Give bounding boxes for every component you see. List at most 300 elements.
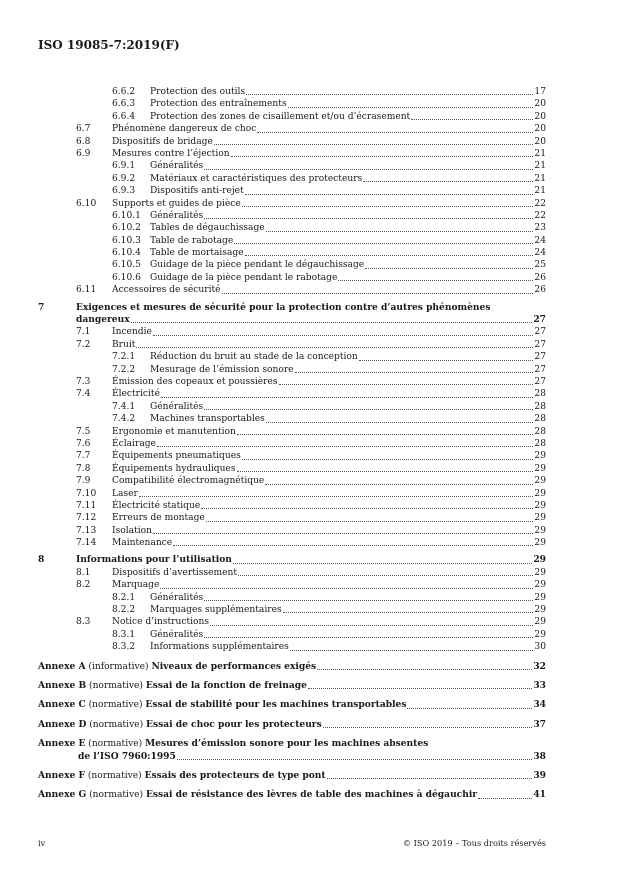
toc-entry-title: Bruit [112, 339, 136, 350]
dot-leader [245, 194, 534, 195]
dot-leader [295, 372, 534, 373]
toc-entry-number: 6.9.2 [112, 173, 136, 184]
toc-entry-title: Matériaux et caractéristiques des protecteurs [150, 173, 363, 184]
toc-entry-page: 27 [534, 339, 546, 350]
toc-entry-number: 6.6.2 [112, 87, 136, 97]
toc-entry-page: 28 [534, 426, 546, 437]
dot-leader [161, 397, 533, 398]
annex-entry[interactable] [38, 738, 546, 763]
toc-entry[interactable] [38, 537, 546, 549]
toc-entry-number: 7.14 [76, 538, 97, 549]
toc-entry-page: 17 [534, 87, 546, 97]
dot-leader [265, 484, 533, 485]
toc-entry-line [112, 488, 546, 500]
toc-entry-number: 6.9.1 [112, 161, 136, 172]
toc-entry-title: Dispositifs de bridage [112, 136, 213, 147]
toc-entry-title: Marquages supplémentaires [150, 605, 282, 616]
annex-gap [38, 673, 546, 680]
toc-entry-line [150, 160, 546, 172]
dot-leader [242, 206, 534, 207]
toc-entry[interactable] [38, 592, 546, 604]
annex-entry-line [38, 738, 546, 750]
toc-entry-line [76, 554, 546, 566]
toc-entry-number: 7.2.1 [112, 352, 136, 363]
toc-entry-number: 7.4.1 [112, 401, 136, 412]
toc-entry-title: Laser [112, 488, 138, 499]
toc-entry-page: 21 [534, 186, 546, 197]
toc-entry-page: 24 [534, 248, 546, 259]
toc-entry-line [112, 512, 546, 524]
toc-entry-page: 21 [534, 148, 546, 159]
annex-label: Annexe E [38, 738, 86, 750]
dot-leader [214, 144, 534, 145]
toc-entry-line [112, 339, 546, 351]
toc-entry-number: 6.10.4 [112, 248, 141, 259]
annex-label: Annexe G [38, 789, 87, 801]
toc-entry[interactable] [38, 413, 546, 425]
toc-entry[interactable] [38, 426, 546, 438]
toc-entry-title: Table de mortaisage [150, 248, 244, 259]
toc-entry-page: 20 [534, 111, 546, 122]
annex-entry[interactable] [38, 661, 546, 673]
toc-entry-title: Guidage de la pièce pendant le dégauchissage [150, 260, 365, 271]
toc-entry-line [112, 148, 546, 160]
toc-entry-number: 7.6 [76, 438, 91, 449]
toc-entry-title: Généralités [150, 161, 204, 172]
annex-label: Annexe F [38, 770, 85, 782]
annex-title: Essais des protecteurs de type pont [144, 770, 326, 782]
toc-entry-page: 29 [534, 629, 546, 640]
toc-entry-title: Équipements hydrauliques [112, 463, 236, 474]
annex-label: Annexe A [38, 660, 86, 672]
toc-entry-number: 7.1 [76, 327, 91, 338]
toc-entry-page: 26 [534, 285, 546, 296]
toc-entry[interactable] [38, 339, 546, 351]
toc-entry-line [112, 525, 546, 537]
toc-entry-title: Table de rabotage [150, 235, 234, 246]
toc-entry-title: Notice d’instructions [112, 617, 210, 628]
toc-entry[interactable] [38, 500, 546, 512]
toc-entry-title: Généralités [150, 592, 204, 603]
toc-entry-line [150, 401, 546, 413]
dot-leader [157, 446, 533, 447]
annex-entry-line [38, 751, 546, 763]
toc-entry-line [112, 388, 546, 400]
dot-leader [317, 669, 532, 670]
dot-leader [201, 508, 533, 509]
toc-entry[interactable] [38, 554, 546, 566]
annex-label: Annexe D [38, 718, 87, 730]
toc-entry[interactable] [38, 86, 546, 98]
toc-entry-page: 21 [534, 173, 546, 184]
toc-entry[interactable] [38, 148, 546, 160]
dot-leader [359, 360, 534, 361]
toc-entry-number: 8.3.1 [112, 629, 136, 640]
dot-leader [242, 459, 534, 460]
annex-entry-line [38, 680, 546, 692]
toc-entry-line [112, 616, 546, 628]
toc-entry-title: Informations pour l’utilisation [76, 554, 232, 566]
toc-entry-page: 20 [534, 136, 546, 147]
toc-entry-number: 7.8 [76, 463, 91, 474]
toc-entry-number: 7.4 [76, 389, 91, 400]
toc-entry-title: Machines transportables [150, 414, 265, 425]
dot-leader [478, 798, 532, 799]
toc-entry-title: Tables de dégauchissage [150, 223, 265, 234]
annex-title: Essai de la fonction de freinage [145, 679, 307, 691]
toc-entry[interactable] [38, 123, 546, 135]
toc-entry-number: 6.10.3 [112, 235, 141, 246]
toc-entry-page: 27 [534, 352, 546, 363]
annex-kind: (normative) [89, 680, 143, 691]
toc-entry-number: 6.10.6 [112, 272, 141, 283]
dot-leader [246, 94, 533, 95]
toc-entry-line [150, 272, 546, 284]
toc-entry-number: 7.12 [76, 513, 97, 524]
toc-entry[interactable] [38, 247, 546, 259]
toc-entry-page: 24 [534, 235, 546, 246]
dot-leader [365, 268, 533, 269]
annex-entry-line [38, 770, 546, 782]
toc-entry[interactable] [38, 438, 546, 450]
toc-entry[interactable] [38, 185, 546, 197]
toc-entry[interactable] [38, 376, 546, 388]
annex-label: Annexe B [38, 679, 87, 691]
toc-entry-title: Généralités [150, 210, 204, 221]
toc-entry-line [150, 351, 546, 363]
annex-title-continued: de l’ISO 7960:1995 [78, 750, 176, 762]
toc-entry-page: 30 [534, 642, 546, 653]
toc-entry-title: Maintenance [112, 538, 173, 549]
toc-entry-page: 27 [533, 314, 546, 326]
toc-entry-number: 8.2.1 [112, 592, 136, 603]
dot-leader [290, 650, 534, 651]
dot-leader [363, 181, 533, 182]
toc-entry-page: 28 [534, 401, 546, 412]
toc-entry-page: 29 [534, 476, 546, 487]
toc-entry-number: 7.10 [76, 488, 97, 499]
toc-entry-line [150, 222, 546, 234]
dot-leader [204, 169, 533, 170]
toc-entry-title: Protection des zones de cisaillement et/ou d’écrasement [150, 111, 411, 122]
toc-entry-title: Protection des outils [150, 87, 246, 97]
toc-entry[interactable] [38, 314, 546, 326]
toc-entry-line [150, 592, 546, 604]
toc-entry-title: Accessoires de sécurité [112, 285, 221, 296]
toc-entry-page: 20 [534, 99, 546, 110]
toc-entry-title: Équipements pneumatiques [112, 451, 241, 462]
toc-entry-number: 7.2.2 [112, 364, 136, 375]
toc-entry[interactable] [38, 604, 546, 616]
toc-entry-line [112, 500, 546, 512]
toc-entry[interactable] [38, 198, 546, 210]
toc-entry[interactable] [38, 235, 546, 247]
toc-entry-number: 7.5 [76, 426, 91, 437]
annex-gap [38, 763, 546, 770]
dot-leader [173, 545, 533, 546]
annex-entry-line [38, 699, 546, 711]
toc-entry-line [150, 210, 546, 222]
toc-entry-line [112, 326, 546, 338]
toc-entry[interactable] [38, 136, 546, 148]
toc-entry-line [150, 86, 546, 98]
annex-gap [38, 731, 546, 738]
toc-entry-number: 6.7 [76, 124, 91, 135]
dot-leader [283, 612, 534, 613]
toc-entry-number: 7.7 [76, 451, 91, 462]
toc-entry-line [112, 475, 546, 487]
annex-page: 32 [533, 660, 546, 672]
toc-entry-title: Ergonomie et manutention [112, 426, 236, 437]
toc-entry-page: 29 [534, 617, 546, 628]
toc-entry-page: 20 [534, 124, 546, 135]
toc-entry-page: 27 [534, 376, 546, 387]
toc-entry-number: 6.8 [76, 136, 91, 147]
dot-leader [153, 335, 534, 336]
toc-entry-title: Électricité [112, 389, 160, 400]
toc-entry-page: 29 [534, 592, 546, 603]
toc-entry-title: Protection des entraînements [150, 99, 287, 110]
toc-entry-number: 7.9 [76, 476, 91, 487]
toc-entry-line [112, 450, 546, 462]
toc-entry-page: 29 [534, 513, 546, 524]
toc-entry[interactable] [38, 641, 546, 653]
dot-leader [338, 280, 533, 281]
dot-leader [308, 688, 532, 689]
toc-entry-title: Erreurs de montage [112, 513, 205, 524]
annex-kind: (normative) [87, 771, 142, 782]
annex-page: 38 [533, 750, 546, 762]
dot-leader [327, 778, 533, 779]
annex-label: Annexe C [38, 699, 86, 711]
toc-entry-page: 29 [533, 554, 546, 566]
toc-entry-title: dangereux [76, 314, 130, 326]
dot-leader [266, 422, 534, 423]
toc-entry[interactable] [38, 272, 546, 284]
toc-entry[interactable] [38, 512, 546, 524]
annex-entry[interactable] [38, 770, 546, 782]
toc-entry-title: Incendie [112, 327, 152, 338]
toc-entry[interactable] [38, 173, 546, 185]
dot-leader [279, 384, 534, 385]
toc-entry[interactable] [38, 475, 546, 487]
annex-title: Essai de stabilité pour les machines transportables [145, 699, 407, 711]
toc-entry-line [150, 629, 546, 641]
toc-entry-title: Marquage [112, 580, 160, 591]
toc-entry-page: 27 [534, 364, 546, 375]
annex-entry[interactable] [38, 789, 546, 801]
annex-page: 39 [533, 770, 546, 782]
toc-entry-line [150, 111, 546, 123]
toc-entry-line [150, 98, 546, 110]
toc-entry[interactable] [38, 98, 546, 110]
toc-entry-number: 7.3 [76, 376, 91, 387]
toc-entry-line [112, 579, 546, 591]
toc-entry[interactable] [38, 463, 546, 475]
toc-entry[interactable] [38, 488, 546, 500]
toc-entry[interactable] [38, 401, 546, 413]
toc-entry-title: Supports et guides de pièce [112, 198, 241, 209]
dot-leader [257, 132, 533, 133]
dot-leader [233, 563, 532, 564]
dot-leader [238, 575, 533, 576]
toc-entry-page: 22 [534, 210, 546, 221]
toc-entry-title: Phénomène dangereux de choc [112, 124, 257, 135]
annex-page: 37 [533, 718, 546, 730]
toc-entry-number: 8.2.2 [112, 605, 136, 616]
toc-entry[interactable] [38, 629, 546, 641]
toc-entry-number: 6.9.3 [112, 186, 136, 197]
toc-entry-title: Mesures contre l’éjection [112, 148, 230, 159]
toc-entry-title: Réduction du bruit au stade de la conception [150, 352, 358, 363]
dot-leader [231, 156, 534, 157]
annex-title: Essai de résistance des lèvres de table des machines à dégauchir [145, 789, 478, 801]
table-of-contents [38, 86, 546, 802]
toc-entry-title: Exigences et mesures de sécurité pour la protection contre d’autres phénomènes [76, 301, 491, 313]
section-gap [38, 654, 546, 661]
toc-entry-line [150, 413, 546, 425]
dot-leader [139, 496, 534, 497]
toc-entry-line [112, 198, 546, 210]
toc-entry-number: 8.2 [76, 580, 91, 591]
dot-leader [210, 625, 533, 626]
annex-entry[interactable] [38, 719, 546, 731]
toc-entry-page: 29 [534, 605, 546, 616]
toc-entry-line [112, 438, 546, 450]
toc-entry-number: 7 [38, 301, 45, 313]
toc-entry-line [112, 376, 546, 388]
toc-entry-title: Dispositifs anti-rejet [150, 186, 244, 197]
toc-entry-page: 29 [534, 567, 546, 578]
document-header: ISO 19085-7:2019(F) [38, 38, 180, 52]
dot-leader [411, 119, 533, 120]
toc-entry-line [150, 604, 546, 616]
toc-entry[interactable] [38, 222, 546, 234]
toc-entry[interactable] [38, 388, 546, 400]
toc-entry-number: 6.6.4 [112, 111, 136, 122]
toc-entry-title: Mesurage de l’émission sonore [150, 364, 294, 375]
toc-entry-number: 6.11 [76, 285, 97, 296]
toc-entry[interactable] [38, 160, 546, 172]
dot-leader [204, 637, 533, 638]
toc-entry-line [76, 302, 490, 314]
annex-entry-line [38, 789, 546, 801]
toc-entry-title: Éclairage [112, 438, 156, 449]
toc-entry-number: 8 [38, 554, 45, 566]
toc-entry-number: 6.10 [76, 198, 97, 209]
dot-leader [222, 293, 534, 294]
toc-entry-page: 29 [534, 463, 546, 474]
page-number: iv [38, 838, 46, 848]
dot-leader [266, 231, 534, 232]
toc-entry-title: Généralités [150, 629, 204, 640]
toc-entry[interactable] [38, 210, 546, 222]
toc-entry-line [76, 314, 546, 326]
dot-leader [407, 708, 532, 709]
annex-entry[interactable] [38, 699, 546, 711]
toc-entry[interactable] [38, 525, 546, 537]
toc-entry[interactable] [38, 326, 546, 338]
toc-entry[interactable] [38, 259, 546, 271]
dot-leader [160, 588, 533, 589]
toc-entry-line [112, 426, 546, 438]
annex-kind: (normative) [88, 739, 143, 750]
toc-entry-page: 27 [534, 327, 546, 338]
toc-entry[interactable] [38, 284, 546, 296]
annex-page: 41 [533, 789, 546, 801]
dot-leader [206, 521, 534, 522]
toc-entry-page: 29 [534, 580, 546, 591]
toc-entry-number: 7.4.2 [112, 414, 136, 425]
toc-entry-title: Émission des copeaux et poussières [112, 376, 278, 387]
toc-entry-line [150, 364, 546, 376]
dot-leader [136, 347, 533, 348]
dot-leader [237, 434, 534, 435]
toc-entry-line [150, 235, 546, 247]
annex-entry[interactable] [38, 680, 546, 692]
toc-entry-line [150, 259, 546, 271]
toc-entry-title: Informations supplémentaires [150, 642, 289, 653]
toc-entry-title: Compatibilité électromagnétique [112, 476, 265, 487]
toc-entry-number: 6.10.2 [112, 223, 141, 234]
dot-leader [204, 409, 533, 410]
toc-entry-number: 6.10.1 [112, 210, 141, 221]
annex-kind: (normative) [89, 790, 144, 801]
annex-kind: (informative) [88, 661, 149, 672]
toc-entry[interactable] [38, 364, 546, 376]
annex-gap [38, 692, 546, 699]
toc-entry-page: 29 [534, 525, 546, 536]
toc-entry-title: Guidage de la pièce pendant le rabotage [150, 272, 338, 283]
toc-entry[interactable] [38, 579, 546, 591]
copyright-notice: © ISO 2019 – Tous droits réservés [402, 838, 546, 848]
toc-entry[interactable] [38, 351, 546, 363]
dot-leader [237, 471, 534, 472]
toc-entry-line [150, 185, 546, 197]
toc-entry-number: 7.2 [76, 339, 91, 350]
toc-entry[interactable] [38, 616, 546, 628]
toc-entry-page: 25 [534, 260, 546, 271]
toc-entry-page: 21 [534, 161, 546, 172]
dot-leader [288, 107, 534, 108]
toc-entry-number: 8.1 [76, 567, 91, 578]
dot-leader [204, 600, 533, 601]
toc-entry[interactable] [38, 111, 546, 123]
toc-entry-title: Électricité statique [112, 500, 201, 511]
dot-leader [177, 759, 533, 760]
toc-entry-title: Isolation [112, 525, 152, 536]
toc-entry-line [150, 173, 546, 185]
annex-title: Mesures d’émission sonore pour les machines absentes [145, 738, 429, 750]
toc-entry-line [150, 641, 546, 653]
toc-entry[interactable] [38, 450, 546, 462]
toc-entry-page: 23 [534, 223, 546, 234]
toc-entry-page: 26 [534, 272, 546, 283]
dot-leader [245, 255, 534, 256]
toc-entry-line [112, 136, 546, 148]
toc-entry[interactable] [38, 302, 546, 314]
toc-entry[interactable] [38, 567, 546, 579]
toc-entry-number: 8.3.2 [112, 642, 136, 653]
annex-kind: (normative) [88, 700, 143, 711]
toc-entry-page: 29 [534, 451, 546, 462]
toc-entry-line [112, 537, 546, 549]
annex-entry-line [38, 661, 546, 673]
toc-entry-number: 6.9 [76, 148, 91, 159]
toc-entry-title: Généralités [150, 401, 204, 412]
toc-entry-number: 7.13 [76, 525, 97, 536]
toc-entry-number: 8.3 [76, 617, 91, 628]
